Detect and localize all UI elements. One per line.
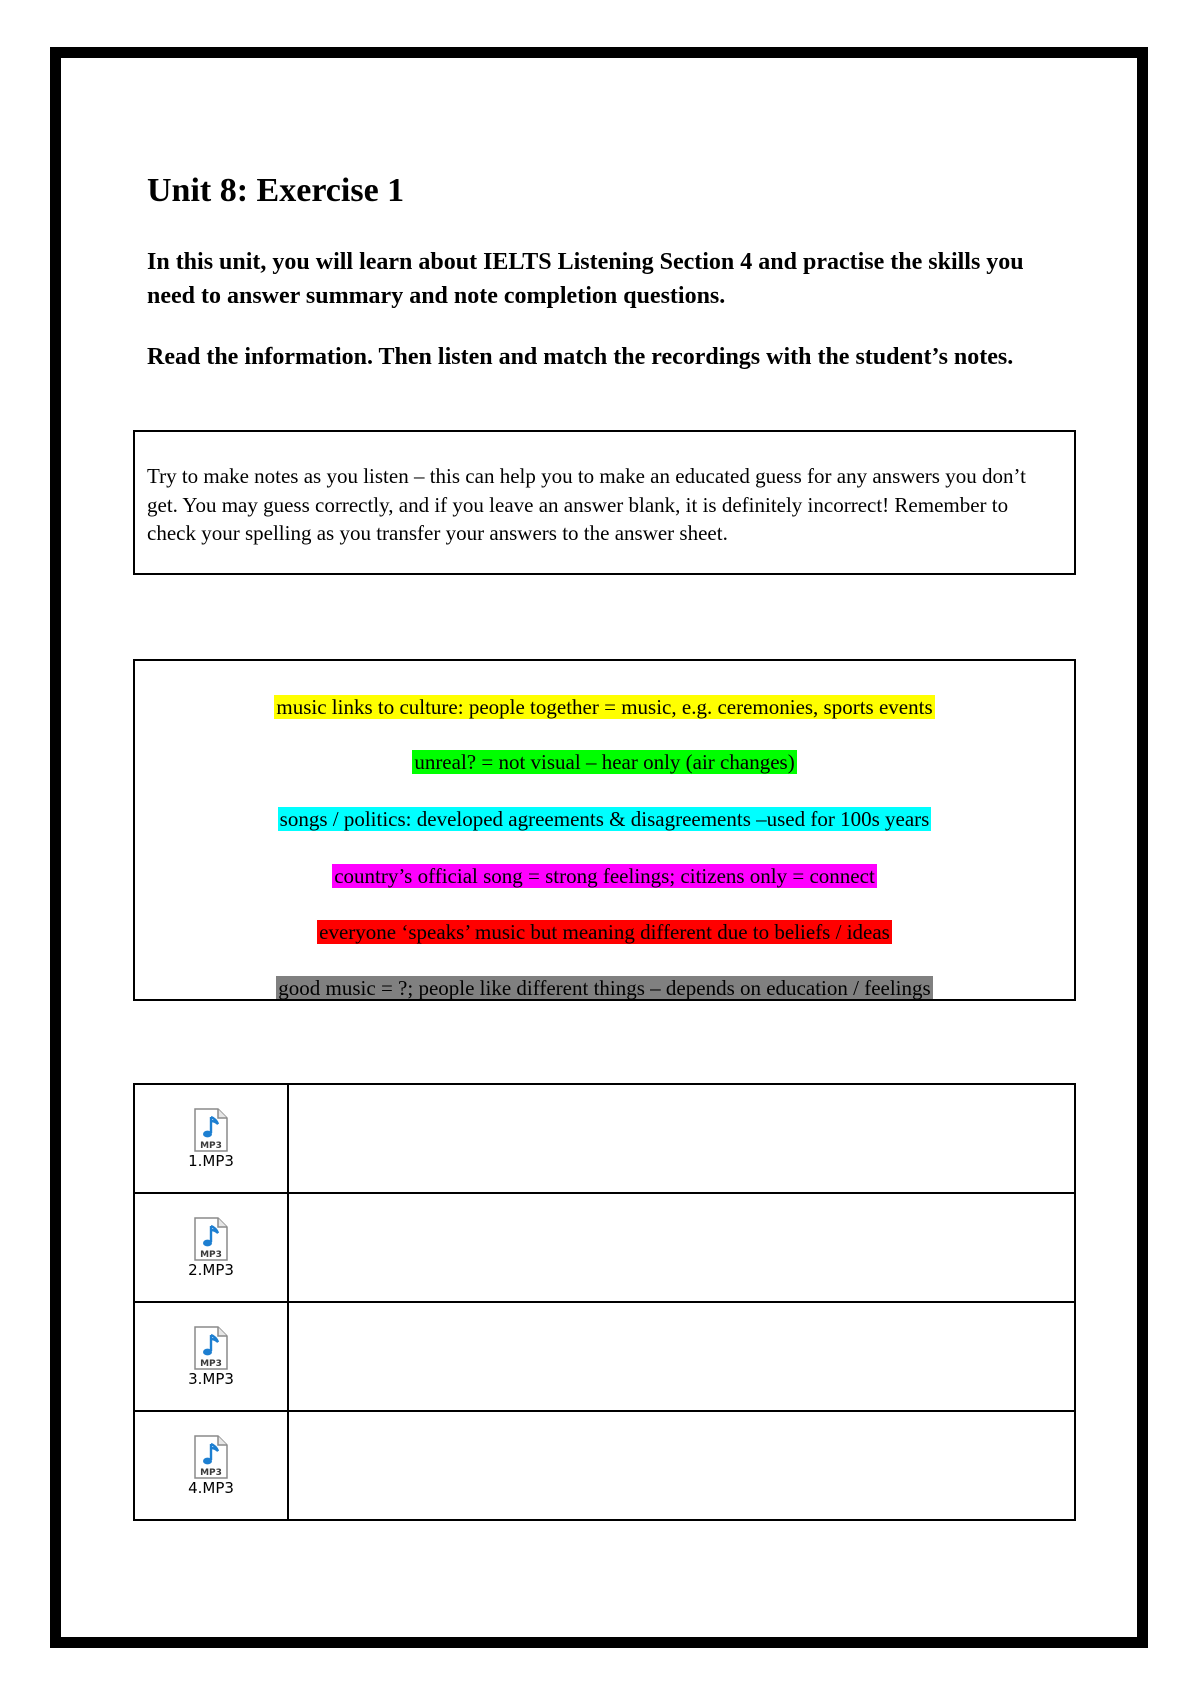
answer-cell[interactable]: [288, 1411, 1075, 1520]
note-line: [135, 692, 1074, 722]
svg-text:MP3: MP3: [200, 1140, 222, 1151]
page-title: Unit 8: Exercise 1: [147, 172, 405, 209]
note-line: [135, 917, 1074, 947]
audio-file-cell[interactable]: [134, 1411, 288, 1520]
mp3-file-icon[interactable]: [192, 1108, 230, 1152]
intro-text: In this unit, you will learn about IELTS Listening Section 4 and practise the skills you need to answer summary and note completion questions.: [147, 249, 1024, 309]
note-text: unreal? = not visual – hear only (air changes): [414, 750, 795, 774]
note-text: country’s official song = strong feelings; citizens only = connect: [334, 864, 875, 888]
audio-file-cell[interactable]: [134, 1302, 288, 1411]
student-notes-box: [133, 659, 1076, 1001]
svg-text:MP3: MP3: [200, 1358, 222, 1369]
note-line: [135, 804, 1074, 834]
note-text: songs / politics: developed agreements & disagreements –used for 100s years: [279, 807, 930, 831]
svg-text:MP3: MP3: [200, 1467, 222, 1478]
tip-box: [133, 430, 1076, 575]
audio-file-label[interactable]: 2.MP3: [188, 1260, 234, 1279]
table-row: [134, 1302, 1075, 1411]
mp3-file-icon[interactable]: [192, 1217, 230, 1261]
instruction-text: Read the information. Then listen and match the recordings with the student’s notes.: [147, 344, 1014, 370]
tip-text: Try to make notes as you listen – this can help you to make an educated guess for any answers you don’t get. You may guess correctly, and if you leave an answer blank, it is definitely incorrect! Remember to check your spelling as you transfer your answers to the answer sheet.: [147, 464, 1026, 545]
table-row: [134, 1084, 1075, 1193]
svg-text:MP3: MP3: [200, 1249, 222, 1260]
audio-file-cell[interactable]: [134, 1193, 288, 1302]
audio-file-label[interactable]: 4.MP3: [188, 1478, 234, 1497]
audio-file-label[interactable]: 1.MP3: [188, 1151, 234, 1170]
note-line: [135, 973, 1074, 1001]
answer-cell[interactable]: [288, 1193, 1075, 1302]
note-text: good music = ?; people like different things – depends on education / feelings: [278, 976, 931, 1000]
answer-cell[interactable]: [288, 1302, 1075, 1411]
mp3-file-icon[interactable]: [192, 1435, 230, 1479]
answer-cell[interactable]: [288, 1084, 1075, 1193]
note-line: [135, 861, 1074, 891]
audio-file-cell[interactable]: [134, 1084, 288, 1193]
mp3-file-icon[interactable]: [192, 1326, 230, 1370]
note-line: [135, 747, 1074, 777]
note-text: everyone ‘speaks’ music but meaning different due to beliefs / ideas: [319, 920, 890, 944]
audio-file-label[interactable]: 3.MP3: [188, 1369, 234, 1388]
table-row: [134, 1193, 1075, 1302]
note-text: music links to culture: people together = music, e.g. ceremonies, sports events: [276, 695, 933, 719]
recordings-table: [133, 1083, 1076, 1521]
table-row: [134, 1411, 1075, 1520]
